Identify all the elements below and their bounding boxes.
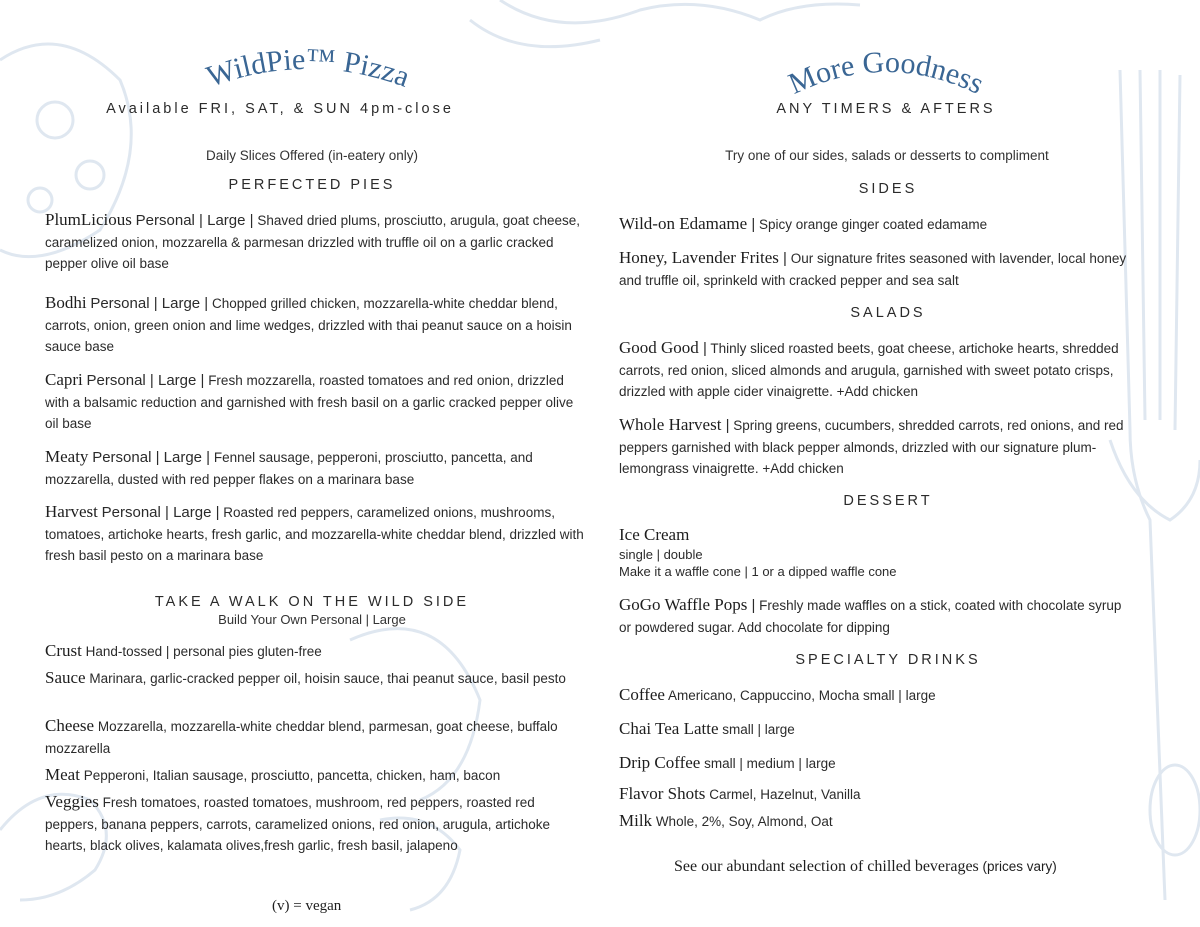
sides-heading: SIDES <box>858 181 918 197</box>
build-item-cheese: Cheese Mozzarella, mozzarella-white cheddar blend, parmesan, goat cheese, buffalo mozzarella <box>45 716 558 756</box>
daily-slices-note: Daily Slices Offered (in-eatery only) <box>205 148 419 163</box>
pizza-availability: Available FRI, SAT, & SUN 4pm-close <box>106 101 454 117</box>
pizza-title <box>0 20 600 110</box>
drink-item-flavor-shots: Flavor Shots Carmel, Hazelnut, Vanilla <box>619 784 861 803</box>
build-item-crust: Crust Hand-tossed | personal pies gluten-free <box>45 641 322 660</box>
perfected-pies-heading: PERFECTED PIES <box>228 177 396 193</box>
drink-item-coffee: Coffee Americano, Cappuccino, Mocha small | large <box>619 685 936 704</box>
dessert-heading: DESSERT <box>843 493 933 509</box>
drink-item-milk: Milk Whole, 2%, Soy, Almond, Oat <box>619 811 833 830</box>
dessert-item-ice-cream: Ice Cream single | double Make it a waffle cone | 1 or a dipped waffle cone <box>619 525 897 579</box>
menu-item-bodhi: Bodhi Personal | Large | Chopped grilled chicken, mozzarella-white cheddar blend, carrots, onion, green onion and lime wedges, drizzled with thai peanut sauce on a hoisin sauce base <box>45 293 572 354</box>
more-goodness-title <box>600 20 1200 110</box>
vegan-legend: (v) = vegan <box>272 898 342 914</box>
chilled-beverages-note: See our abundant selection of chilled beverages (prices vary) <box>674 858 1057 875</box>
menu-item-capri: Capri Personal | Large | Fresh mozzarella, roasted tomatoes and red onion, drizzled with a balsamic reduction and garnished with fresh basil on a garlic cracked pepper olive oil base <box>45 370 574 431</box>
svg-text:WildPie™ Pizza: WildPie™ Pizza <box>202 42 414 94</box>
menu-item-plumlicious: PlumLicious Personal | Large | Shaved dried plums, prosciutto, arugula, goat cheese, caramelized onion, mozzarella & parmesan drizzled with truffle oil on a garlic cracked pepper olive oil base <box>45 210 581 271</box>
sides-intro-note: Try one of our sides, salads or desserts to compliment <box>725 148 1049 163</box>
dessert-item-waffle-pops: GoGo Waffle Pops | Freshly made waffles on a stick, coated with chocolate syrup or powdered sugar. Add chocolate for dipping <box>619 595 1122 635</box>
wild-side-heading: TAKE A WALK ON THE WILD SIDE <box>154 594 470 610</box>
side-item-frites: Honey, Lavender Frites | Our signature frites seasoned with lavender, local honey and truffle oil, sprinkeld with cracked pepper and sea salt <box>619 248 1127 288</box>
salads-heading: SALADS <box>850 305 926 321</box>
build-item-meat: Meat Pepperoni, Italian sausage, prosciutto, pancetta, chicken, ham, bacon <box>45 765 501 784</box>
side-item-edamame: Wild-on Edamame | Spicy orange ginger coated edamame <box>619 214 988 233</box>
more-goodness-subtitle: ANY TIMERS & AFTERS <box>776 101 996 117</box>
drink-item-chai-tea-latte: Chai Tea Latte small | large <box>619 719 795 738</box>
build-your-own-subheading: Build Your Own Personal | Large <box>218 612 406 627</box>
menu-item-harvest: Harvest Personal | Large | Roasted red peppers, caramelized onions, mushrooms, tomatoes, artichoke hearts, fresh garlic, and mozzarella-white cheddar blend, drizzled with fresh basil pesto on a marinara base <box>45 502 584 563</box>
salad-item-good-good: Good Good | Thinly sliced roasted beets, goat cheese, artichoke hearts, shredded carrots, red onion, sliced almonds and arugula, garnished with sweet potato crisps, drizzled with apple cider vinaigrette. +Add chicken <box>619 338 1119 399</box>
build-item-veggies: Veggies Fresh tomatoes, roasted tomatoes, mushroom, red peppers, roasted red peppers, banana peppers, carrots, caramelized onions, red onion, arugula, artichoke hearts, black olives, kalamata olives,fresh garlic, fresh basil, jalapeno <box>45 792 551 853</box>
drink-item-drip-coffee: Drip Coffee small | medium | large <box>619 753 836 772</box>
svg-text:More Goodness: More Goodness <box>783 45 989 101</box>
specialty-drinks-heading: SPECIALTY DRINKS <box>795 652 981 668</box>
menu-item-meaty: Meaty Personal | Large | Fennel sausage, pepperoni, prosciutto, pancetta, and mozzarella, dusted with red pepper flakes on a marinara base <box>45 447 533 487</box>
build-item-sauce: Sauce Marinara, garlic-cracked pepper oil, hoisin sauce, thai peanut sauce, basil pesto <box>45 668 566 687</box>
salad-item-whole-harvest: Whole Harvest | Spring greens, cucumbers, shredded carrots, red onions, and red peppers garnished with black pepper almonds, drizzled with our signature plum-lemongrass vinaigrette. +Add chicken <box>619 415 1124 476</box>
